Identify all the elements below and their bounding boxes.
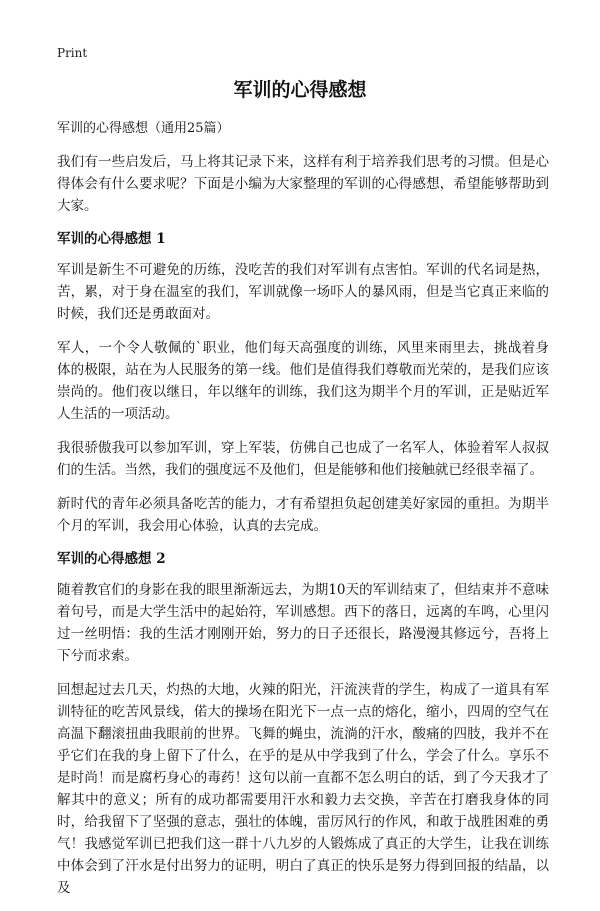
document-subtitle: 军训的心得感想（通用25篇） xyxy=(57,121,230,136)
section-1-paragraph-4: 新时代的青年必须具备吃苦的能力，才有希望担负起创建美好家园的重担。为期半个月的军训，我会用心体验，认真的去完成。 xyxy=(57,496,549,534)
section-2-paragraph-2: 回想起过去几天，灼热的大地，火辣的阳光，汗流浃背的学生，构成了一道具有军训特征的吃苦风景线，偌大的操场在阳光下一点一点的熔化，缩小，四周的空气在高温下翻滚扭曲我眼前的世界。飞舞的蝇虫，流淌的汗水，酸痛的四肢，我并不在乎它们在我的身上留下了什么，在乎的是从中学我到了什么，学会了什么。享乐不是时尚！而是腐朽身心的毒药！这句以前一直都不怎么明白的话，到了今天我才了解其中的意义；所有的成功都需要用汗水和毅力去交换，辛苦在打磨我身体的同时，给我留下了坚强的意志，强壮的体魄，雷厉风行的作风，和敢于战胜困难的勇气！我感觉军训已把我们这一群十八九岁的人锻炼成了真正的大学生，让我在训练中体会到了汗水是付出努力的证明，明白了真正的快乐是努力得到回报的结晶，以及 xyxy=(57,682,549,896)
print-link[interactable]: Print xyxy=(57,46,88,60)
section-1-paragraph-3: 我很骄傲我可以参加军训，穿上军装，仿佛自己也成了一名军人，体验着军人叔叔们的生活。当然，我们的强度远不及他们，但是能够和他们接触就已经很幸福了。 xyxy=(57,440,549,478)
section-1-paragraph-1: 军训是新生不可避免的历练，没吃苦的我们对军训有点害怕。军训的代名词是热，苦，累，对于身在温室的我们，军训就像一场吓人的暴风雨，但是当它真正来临的时候，我们还是勇敢面对。 xyxy=(57,262,549,322)
section-heading-2: 军训的心得感想 2 xyxy=(57,551,166,567)
section-heading-1: 军训的心得感想 1 xyxy=(57,231,166,247)
section-1-paragraph-2: 军人，一个令人敬佩的`职业，他们每天高强度的训练，风里来雨里去，挑战着身体的极限，站在为人民服务的第一线。他们是值得我们尊敬而光荣的，是我们应该崇尚的。他们夜以继日，年以继年的训练，我们这为期半个月的军训，正是贴近军人生活的一项活动。 xyxy=(57,340,549,422)
intro-paragraph: 我们有一些启发后，马上将其记录下来，这样有利于培养我们思考的习惯。但是心得体会有什么要求呢？下面是小编为大家整理的军训的心得感想，希望能够帮助到大家。 xyxy=(57,154,549,214)
section-2-paragraph-1: 随着教官们的身影在我的眼里渐渐远去，为期10天的军训结束了，但结束并不意味着句号，而是大学生活中的起始符，军训感想。西下的落日，远离的车鸣，心里闪过一丝明悟：我的生活才刚刚开始，努力的日子还很长，路漫漫其修远兮，吾将上下兮而求索。 xyxy=(57,582,549,664)
document-body xyxy=(57,120,549,911)
document-title: 军训的心得感想 xyxy=(233,79,367,101)
